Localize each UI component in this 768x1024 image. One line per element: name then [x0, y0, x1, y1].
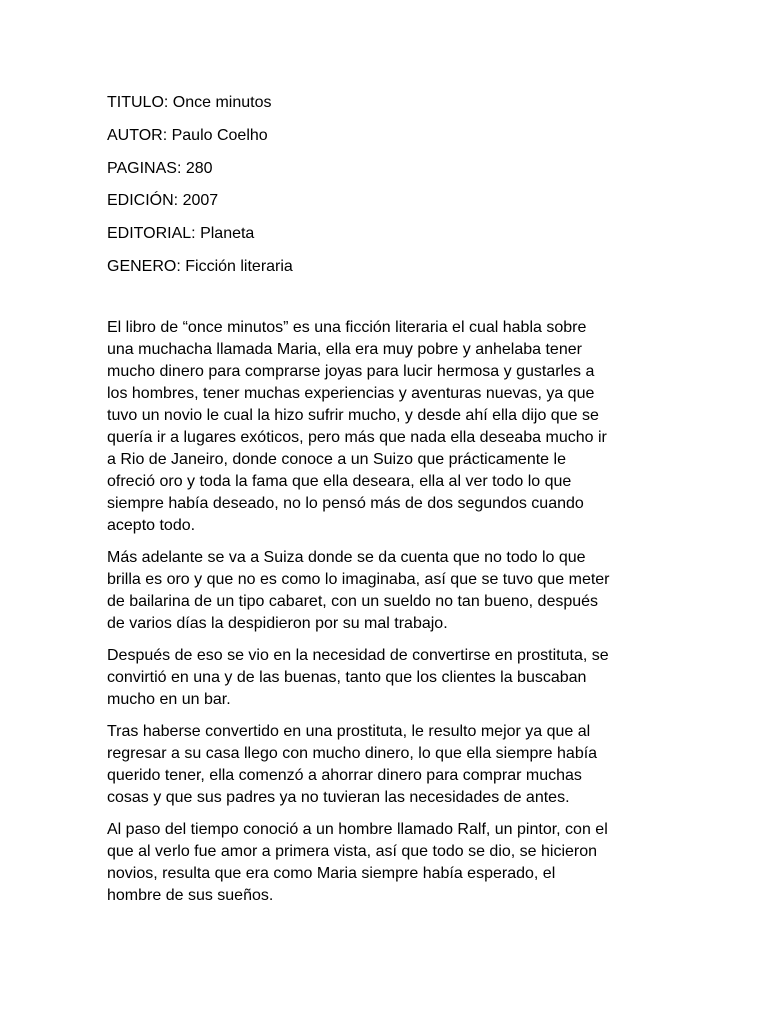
document-body: [107, 317, 667, 917]
paragraph-line: hombre de sus sueños.: [107, 887, 274, 904]
metadata-author: AUTOR: Paulo Coelho: [107, 126, 268, 144]
paragraph-line: que al verlo fue amor a primera vista, así que todo se dio, se hicieron: [107, 843, 598, 860]
paragraph-line: Después de eso se vio en la necesidad de convertirse en prostituta, se: [107, 647, 609, 664]
metadata-edition: EDICIÓN: 2007: [107, 192, 219, 210]
paragraph-line: Tras haberse convertido en una prostituta, le resulto mejor ya que al: [107, 723, 591, 740]
paragraph-line: de bailarina de un tipo cabaret, con un sueldo no tan bueno, después: [107, 593, 599, 610]
paragraph-line: ofreció oro y toda la fama que ella deseara, ella al ver todo lo que: [107, 473, 572, 490]
paragraph-line: mucho dinero para comprarse joyas para lucir hermosa y gustarles a: [107, 363, 595, 380]
paragraph-line: los hombres, tener muchas experiencias y aventuras nuevas, ya que: [107, 385, 595, 402]
paragraph-line: brilla es oro y que no es como lo imaginaba, así que se tuvo que meter: [107, 571, 610, 588]
paragraph-2: [107, 547, 667, 635]
paragraph-line: de varios días la despidieron por su mal trabajo.: [107, 615, 448, 632]
paragraph-line: regresar a su casa llego con mucho dinero, lo que ella siempre había: [107, 745, 598, 762]
paragraph-line: cosas y que sus padres ya no tuvieran las necesidades de antes.: [107, 789, 570, 806]
paragraph-line: novios, resulta que era como Maria siempre había esperado, el: [107, 865, 556, 882]
paragraph-line: Más adelante se va a Suiza donde se da cuenta que no todo lo que: [107, 549, 586, 566]
paragraph-line: mucho en un bar.: [107, 691, 231, 708]
paragraph-line: Al paso del tiempo conoció a un hombre llamado Ralf, un pintor, con el: [107, 821, 608, 838]
paragraph-line: querido tener, ella comenzó a ahorrar dinero para comprar muchas: [107, 767, 582, 784]
metadata-pages: PAGINAS: 280: [107, 159, 213, 177]
paragraph-line: a Rio de Janeiro, donde conoce a un Suizo que prácticamente le: [107, 451, 566, 468]
paragraph-line: tuvo un novio le cual la hizo sufrir mucho, y desde ahí ella dijo que se: [107, 407, 599, 424]
paragraph-4: [107, 721, 667, 809]
paragraph-line: una muchacha llamada Maria, ella era muy pobre y anhelaba tener: [107, 341, 582, 358]
paragraph-line: siempre había deseado, no lo pensó más de dos segundos cuando: [107, 495, 584, 512]
paragraph-1: [107, 317, 667, 537]
book-metadata: [107, 93, 667, 290]
metadata-title: TITULO: Once minutos: [107, 94, 272, 111]
paragraph-line: acepto todo.: [107, 517, 196, 534]
metadata-publisher: EDITORIAL: Planeta: [107, 225, 255, 243]
paragraph-line: convirtió en una y de las buenas, tanto que los clientes la buscaban: [107, 669, 587, 686]
paragraph-line: quería ir a lugares exóticos, pero más que nada ella deseaba mucho ir: [107, 429, 607, 446]
paragraph-5: [107, 819, 667, 907]
paragraph-line: El libro de “once minutos” es una ficción literaria el cual habla sobre: [107, 319, 587, 336]
paragraph-3: [107, 645, 667, 711]
metadata-genre: GENERO: Ficción literaria: [107, 257, 293, 275]
